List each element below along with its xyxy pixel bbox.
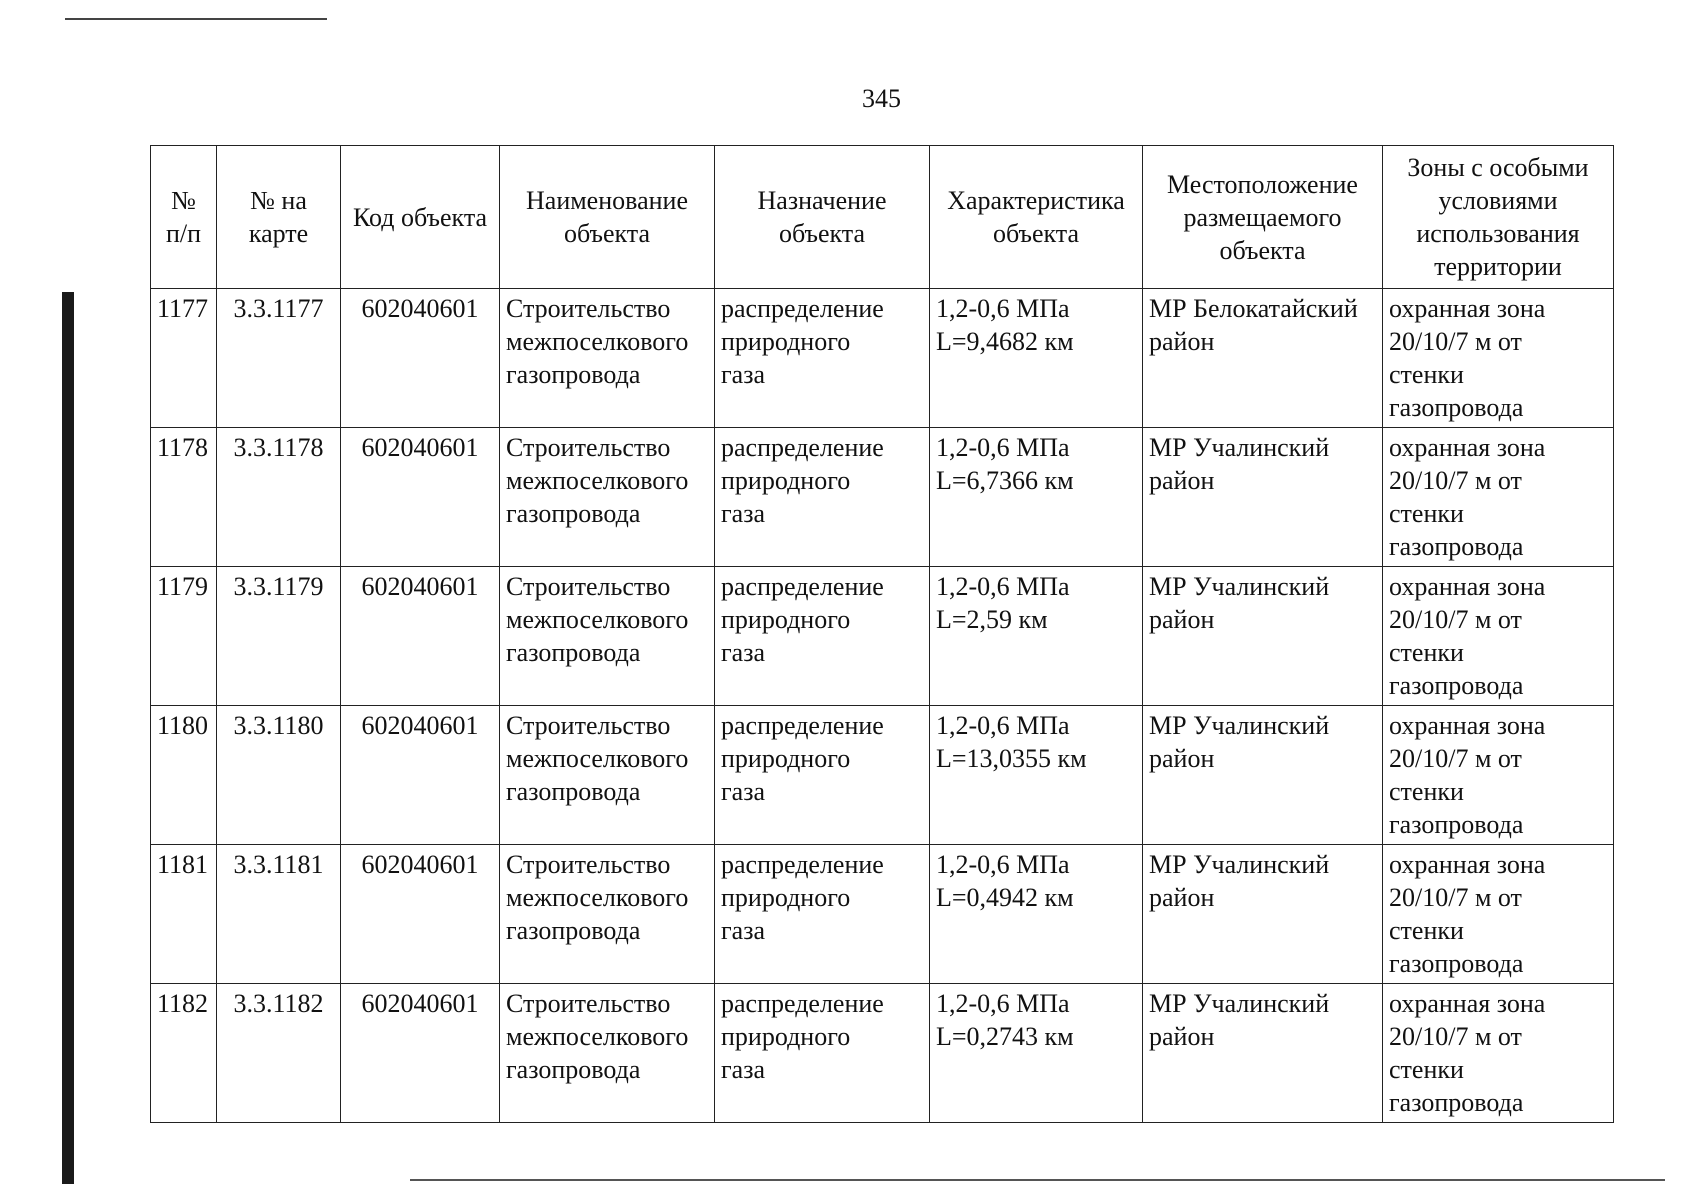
cell-object-purpose: распределение природного газа <box>715 984 930 1123</box>
cell-object-name: Строительство межпоселкового газопровода <box>500 428 715 567</box>
cell-object-purpose: распределение природного газа <box>715 428 930 567</box>
cell-object-location: МР Учалинский район <box>1143 428 1383 567</box>
header-map: № на карте <box>217 146 341 289</box>
cell-object-characteristic: 1,2-0,6 МПа L=2,59 км <box>930 567 1143 706</box>
header-num: № п/п <box>151 146 217 289</box>
cell-num: 1178 <box>151 428 217 567</box>
cell-map-number: 3.3.1181 <box>217 845 341 984</box>
header-purpose: Назначение объекта <box>715 146 930 289</box>
scan-edge-bar <box>62 292 74 1184</box>
cell-object-purpose: распределение природного газа <box>715 289 930 428</box>
header-location: Местоположение размещаемого объекта <box>1143 146 1383 289</box>
cell-map-number: 3.3.1182 <box>217 984 341 1123</box>
header-characteristic: Характеристика объекта <box>930 146 1143 289</box>
cell-object-location: МР Учалинский район <box>1143 984 1383 1123</box>
cell-object-location: МР Белокатайский район <box>1143 289 1383 428</box>
cell-object-location: МР Учалинский район <box>1143 567 1383 706</box>
cell-object-characteristic: 1,2-0,6 МПа L=0,4942 км <box>930 845 1143 984</box>
header-code: Код объекта <box>341 146 500 289</box>
page-number: 345 <box>862 84 901 113</box>
cell-object-location: МР Учалинский район <box>1143 706 1383 845</box>
cell-object-characteristic: 1,2-0,6 МПа L=9,4682 км <box>930 289 1143 428</box>
header-row <box>151 146 1614 289</box>
cell-map-number: 3.3.1179 <box>217 567 341 706</box>
cell-special-zone: охранная зона 20/10/7 м от стенки газопровода <box>1383 845 1614 984</box>
cell-num: 1181 <box>151 845 217 984</box>
cell-object-location: МР Учалинский район <box>1143 845 1383 984</box>
table-row <box>151 428 1614 567</box>
cell-map-number: 3.3.1178 <box>217 428 341 567</box>
cell-map-number: 3.3.1177 <box>217 289 341 428</box>
cell-map-number: 3.3.1180 <box>217 706 341 845</box>
cell-special-zone: охранная зона 20/10/7 м от стенки газопровода <box>1383 706 1614 845</box>
cell-special-zone: охранная зона 20/10/7 м от стенки газопровода <box>1383 984 1614 1123</box>
table-row <box>151 845 1614 984</box>
cell-object-code: 602040601 <box>341 845 500 984</box>
cell-object-purpose: распределение природного газа <box>715 845 930 984</box>
cell-object-purpose: распределение природного газа <box>715 567 930 706</box>
top-rule <box>65 18 327 20</box>
cell-num: 1180 <box>151 706 217 845</box>
cell-object-code: 602040601 <box>341 567 500 706</box>
bottom-rule <box>410 1179 1665 1181</box>
cell-object-code: 602040601 <box>341 706 500 845</box>
cell-special-zone: охранная зона 20/10/7 м от стенки газопровода <box>1383 567 1614 706</box>
cell-object-characteristic: 1,2-0,6 МПа L=6,7366 км <box>930 428 1143 567</box>
cell-object-name: Строительство межпоселкового газопровода <box>500 984 715 1123</box>
cell-object-characteristic: 1,2-0,6 МПа L=0,2743 км <box>930 984 1143 1123</box>
cell-object-purpose: распределение природного газа <box>715 706 930 845</box>
header-zones: Зоны с особыми условиями использования территории <box>1383 146 1614 289</box>
cell-num: 1179 <box>151 567 217 706</box>
cell-object-characteristic: 1,2-0,6 МПа L=13,0355 км <box>930 706 1143 845</box>
cell-num: 1182 <box>151 984 217 1123</box>
cell-object-code: 602040601 <box>341 984 500 1123</box>
header-name: Наименование объекта <box>500 146 715 289</box>
object-register-table <box>150 145 1614 1123</box>
cell-object-name: Строительство межпоселкового газопровода <box>500 567 715 706</box>
cell-special-zone: охранная зона 20/10/7 м от стенки газопровода <box>1383 428 1614 567</box>
cell-object-name: Строительство межпоселкового газопровода <box>500 845 715 984</box>
cell-object-name: Строительство межпоселкового газопровода <box>500 289 715 428</box>
table-row <box>151 706 1614 845</box>
cell-object-code: 602040601 <box>341 289 500 428</box>
cell-num: 1177 <box>151 289 217 428</box>
table-row <box>151 289 1614 428</box>
cell-object-code: 602040601 <box>341 428 500 567</box>
table-row <box>151 984 1614 1123</box>
cell-special-zone: охранная зона 20/10/7 м от стенки газопровода <box>1383 289 1614 428</box>
table-row <box>151 567 1614 706</box>
cell-object-name: Строительство межпоселкового газопровода <box>500 706 715 845</box>
